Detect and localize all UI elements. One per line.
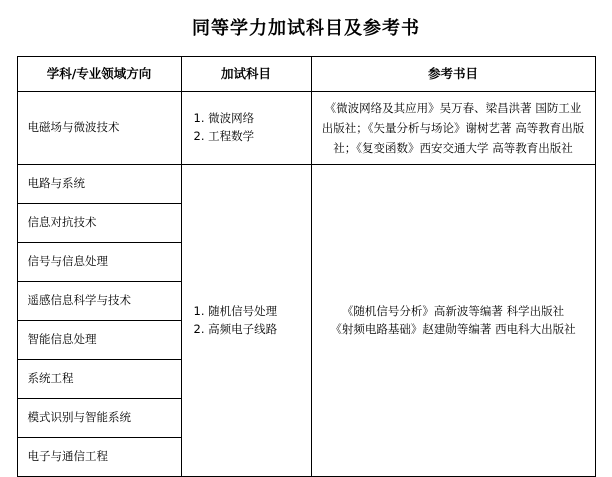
reference-book-cell <box>311 92 595 165</box>
exam-subject-cell <box>181 92 311 165</box>
reference-book-item: 《微波网络及其应用》吴万春、梁昌洪著 国防工业出版社；《矢量分析与场论》谢树艺著 高等教育出版社；《复变函数》西安交通大学 高等教育出版社 <box>321 101 585 156</box>
subject-table <box>17 56 596 477</box>
table-row <box>17 92 595 165</box>
discipline-cell: 信号与信息处理 <box>17 243 181 282</box>
column-header-exam-subject: 加试科目 <box>181 57 311 92</box>
discipline-cell: 系统工程 <box>17 360 181 399</box>
table-header-row <box>17 57 595 92</box>
table-row <box>17 165 595 204</box>
reference-book-cell <box>311 165 595 477</box>
discipline-cell: 信息对抗技术 <box>17 204 181 243</box>
discipline-cell: 模式识别与智能系统 <box>17 399 181 438</box>
discipline-cell: 遥感信息科学与技术 <box>17 282 181 321</box>
reference-book-item: 《射频电路基础》赵建勋等编著 西电科大出版社 <box>330 321 576 336</box>
discipline-cell: 电路与系统 <box>17 165 181 204</box>
column-header-reference-book: 参考书目 <box>311 57 595 92</box>
exam-subject-item: 2. 高频电子线路 <box>193 321 278 336</box>
reference-book-item: 《随机信号分析》高新波等编著 科学出版社 <box>341 304 565 319</box>
exam-subject-item: 2. 工程数学 <box>193 129 255 144</box>
discipline-cell: 电子与通信工程 <box>17 438 181 477</box>
discipline-cell: 智能信息处理 <box>17 321 181 360</box>
exam-subject-cell <box>181 165 311 477</box>
page-title: 同等学力加试科目及参考书 <box>192 18 420 39</box>
discipline-cell: 电磁场与微波技术 <box>17 92 181 165</box>
exam-subject-item: 1. 随机信号处理 <box>193 304 278 319</box>
exam-subject-item: 1. 微波网络 <box>193 111 255 126</box>
column-header-discipline: 学科/专业领域方向 <box>17 57 181 92</box>
